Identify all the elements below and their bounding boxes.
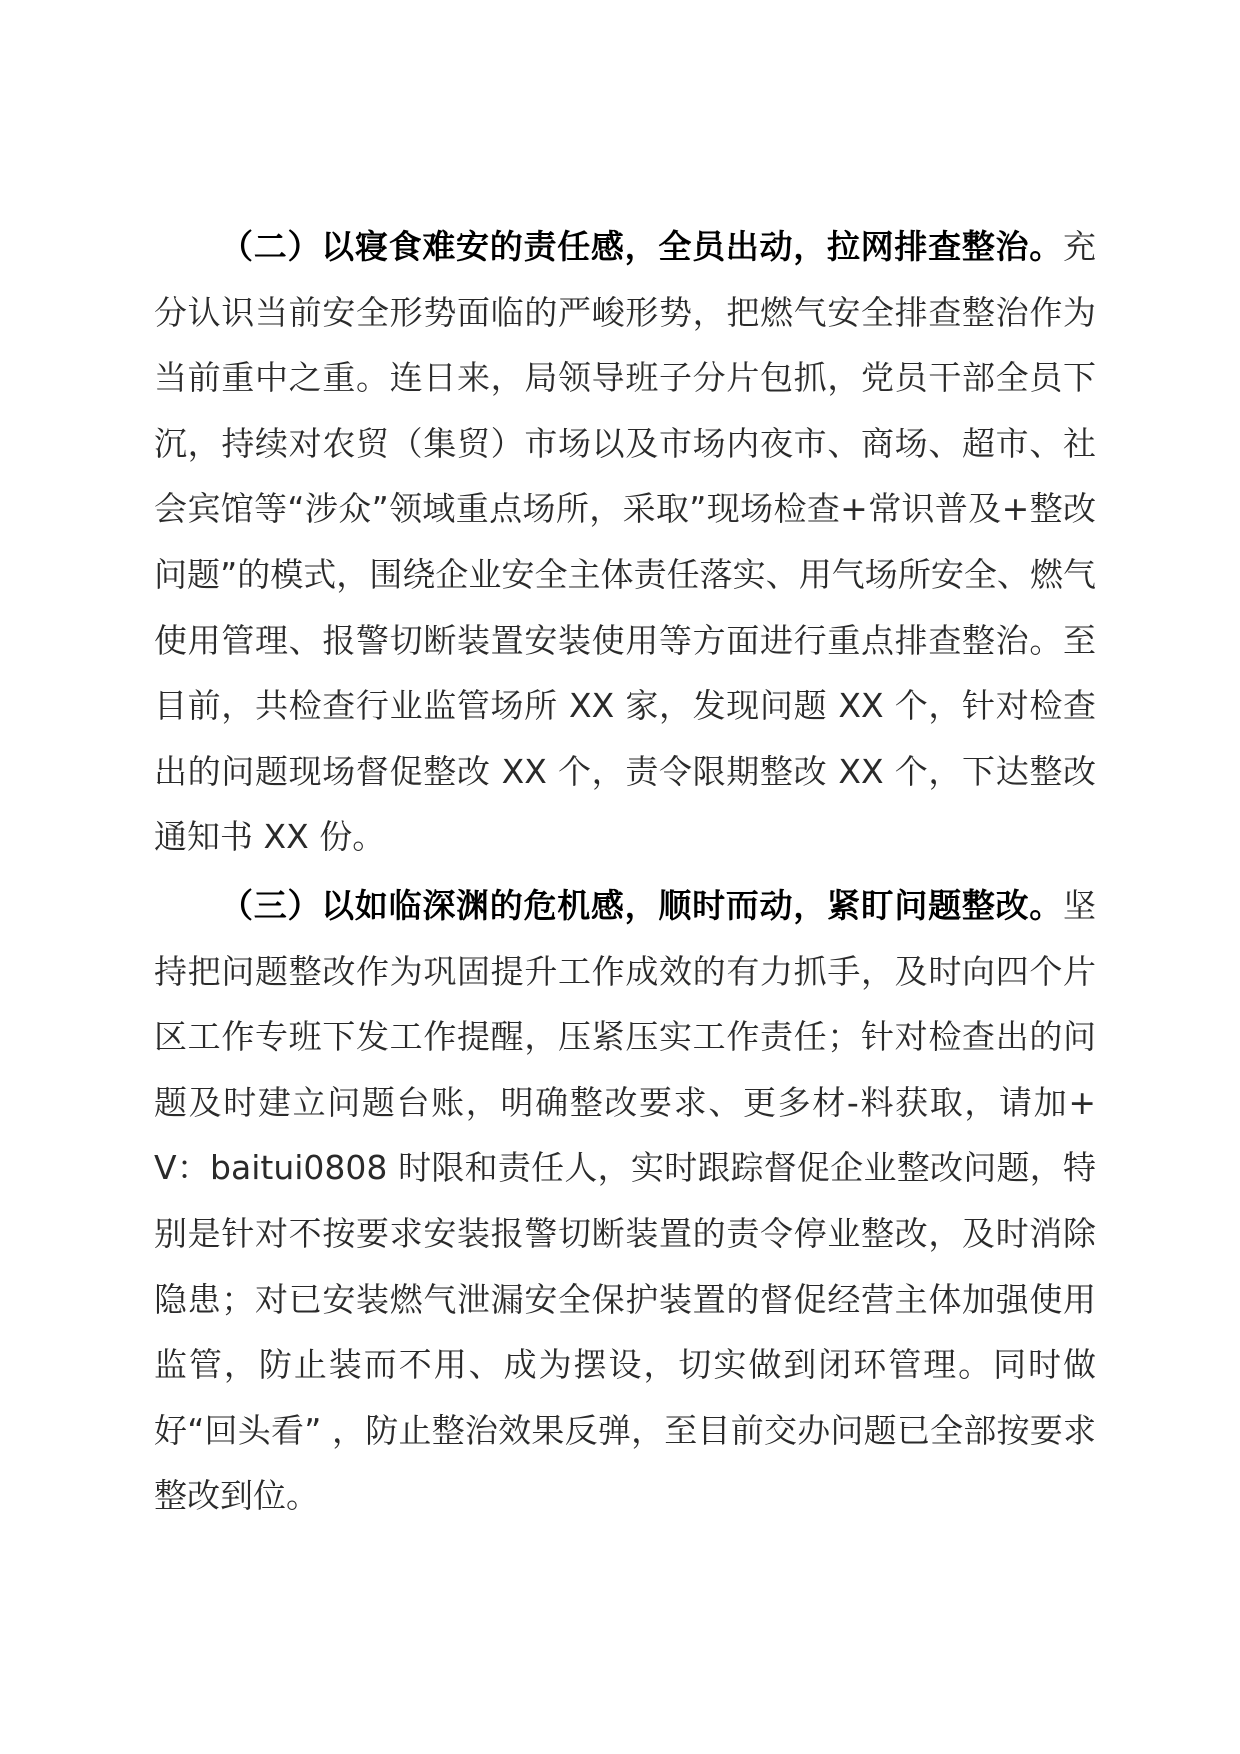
- paragraph-heading: （二）以寝食难安的责任感，全员出动，拉网排查整治。: [220, 227, 1063, 266]
- paragraph-text: 充分认识当前安全形势面临的严峻形势，把燃气安全排查整治作为当前重中之重。连日来，局领导班子分片包抓，党员干部全员下沉，持续对农贸（集贸）市场以及市场内夜市、商场、超市、社会宾馆等“涉众”领域重点场所，采取”现场检查+常识普及+整改问题”的模式，围绕企业安全主体责任落实、用气场所安全、燃气使用管理、报警切断装置安装使用等方面进行重点排查整治。至目前，共检查行业监管场所 XX 家，发现问题 XX 个，针对检查出的问题现场督促整改 XX 个，责令限期整改 XX 个，下达整改通知书 XX 份。: [154, 227, 1096, 857]
- paragraph-section-2: [154, 214, 1096, 870]
- paragraph-section-3: [154, 873, 1096, 1529]
- paragraph-text: 坚持把问题整改作为巩固提升工作成效的有力抓手，及时向四个片区工作专班下发工作提醒，压紧压实工作责任；针对检查出的问题及时建立问题台账，明确整改要求、更多材-料获取，请加+V：baitui0808 时限和责任人，实时跟踪督促企业整改问题，特别是针对不按要求安装报警切断装置的责令停业整改，及时消除隐患；对已安装燃气泄漏安全保护装置的督促经营主体加强使用监管，防止装而不用、成为摆设，切实做到闭环管理。同时做好“回头看” ，防止整治效果反弹，至目前交办问题已全部按要求整改到位。: [154, 885, 1096, 1516]
- document-body: [154, 214, 1096, 1529]
- paragraph-heading: （三）以如临深渊的危机感，顺时而动，紧盯问题整改。: [220, 885, 1063, 925]
